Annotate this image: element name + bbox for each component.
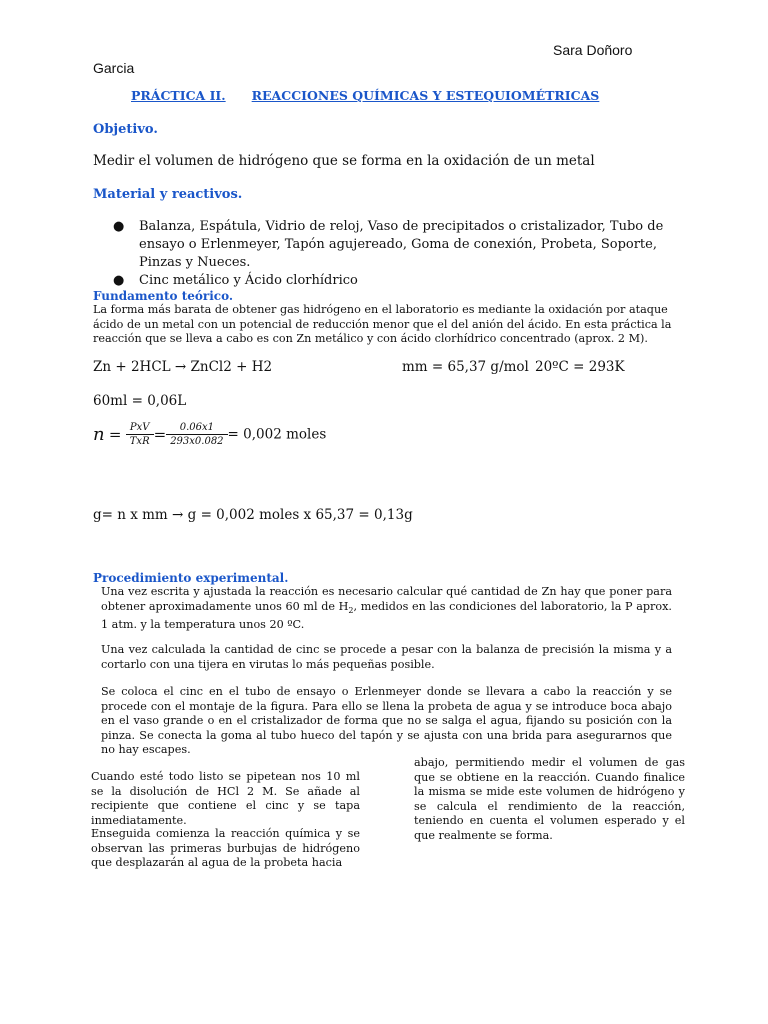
ideal-gas-fraction: $\frac{\text{PxV}}{\text{TxR}}$ [126, 422, 154, 447]
column-right-paragraph: abajo, permitiendo medir el volumen de gas que se obtiene en la reacción. Cuando finalice la misma se mide este volumen de hidrógeno y se calcula el rendimiento de la reacción, teniendo en cuenta el volumen esperado y el que realmente se forma. [414, 756, 685, 842]
page-title [131, 88, 599, 103]
volume-conversion: 60ml = 0,06L [93, 393, 187, 409]
column-left-paragraph-2: Enseguida comienza la reacción química y se observan las primeras burbujas de hidrógeno que desplazarán al agua de la probeta hacia [91, 827, 360, 869]
practice-number: PRÁCTICA II. [131, 88, 226, 103]
author-first-name: Sara Doñoro [553, 42, 633, 58]
grams-equation: g= n x mm → g = 0,002 moles x 65,37 = 0,13g [93, 507, 413, 523]
procedure-paragraph-1: Una vez escrita y ajustada la reacción es necesario calcular qué cantidad de Zn hay que poner para obtener aproximadamente unos 60 ml de $H_2$, medidos en las condiciones del laboratorio, la P aprox. 1 atm. y la temperatura unos 20 ºC. [101, 585, 672, 632]
reaction-equation: Zn + 2HCL → ZnCl2 + H2 [93, 359, 273, 375]
materials-list-item: ● Cinc metálico y Ácido clorhídrico [113, 273, 358, 288]
procedure-paragraph-3: Se coloca el cinc en el tubo de ensayo o Erlenmeyer donde se llevara a cabo la reacción y se procede con el montaje de la figura. Para ello se llena la probeta de agua y se introduce boca abajo en el vaso grande o en el cristalizador de forma que no se salga el agua, fijando su posición con la pinza. Se conecta la goma al tubo hueco del tapón y se ajusta con una brida para asegurarnos que no hay escapes. [101, 685, 672, 756]
procedure-heading: Procedimiento experimental. [93, 571, 289, 585]
practice-name: REACCIONES QUÍMICAS Y ESTEQUIOMÉTRICAS [251, 88, 600, 103]
temperature: 20ºC = 293K [535, 359, 625, 375]
author-last-name: Garcia [93, 60, 135, 76]
procedure-paragraph-2: Una vez calculada la cantidad de cinc se procede a pesar con la balanza de precisión la misma y a cortarlo con una tijera en virutas lo más pequeñas posible. [101, 643, 672, 671]
objective-heading: Objetivo. [93, 122, 158, 137]
n-symbol: n [93, 424, 105, 445]
theory-text: La forma más barata de obtener gas hidrógeno en el laboratorio es mediante la oxidación por ataque ácido de un metal con un potencial de reducción menor que el del anión del ácido. En esta práctica la reacción que se lleva a cabo es con Zn metálico y con ácido clorhídrico concentrado (aprox. 2 M). [93, 303, 672, 345]
bullet-icon: ● [113, 219, 125, 234]
materials-list [113, 218, 683, 290]
moles-result: = 0,002 moles [227, 426, 327, 443]
materials-list-item: ● Balanza, Espátula, Vidrio de reloj, Vaso de precipitados o cristalizador, Tubo de ensayo o Erlenmeyer, Tapón agujereado, Goma de conexión, Probeta, Soporte, Pinzas y Nueces. [113, 219, 664, 270]
molar-mass: mm = 65,37 g/mol [402, 359, 529, 375]
theory-heading: Fundamento teórico. [93, 289, 234, 303]
materials-heading: Material y reactivos. [93, 187, 243, 202]
objective-text: Medir el volumen de hidrógeno que se forma en la oxidación de un metal [93, 153, 595, 169]
moles-equation: n = $\frac{\text{PxV}}{\text{TxR}}$ = $\frac{0.06x1}{293x0.082}$ = 0,002 moles [93, 422, 327, 447]
bullet-icon: ● [113, 273, 125, 288]
values-fraction: $\frac{0.06x1}{293x0.082}$ [166, 422, 227, 447]
column-left-paragraph-1: Cuando esté todo listo se pipetean nos 10 ml se la disolución de HCl 2 M. Se añade al recipiente que contiene el cinc y se tapa inmediatamente. [91, 770, 360, 827]
